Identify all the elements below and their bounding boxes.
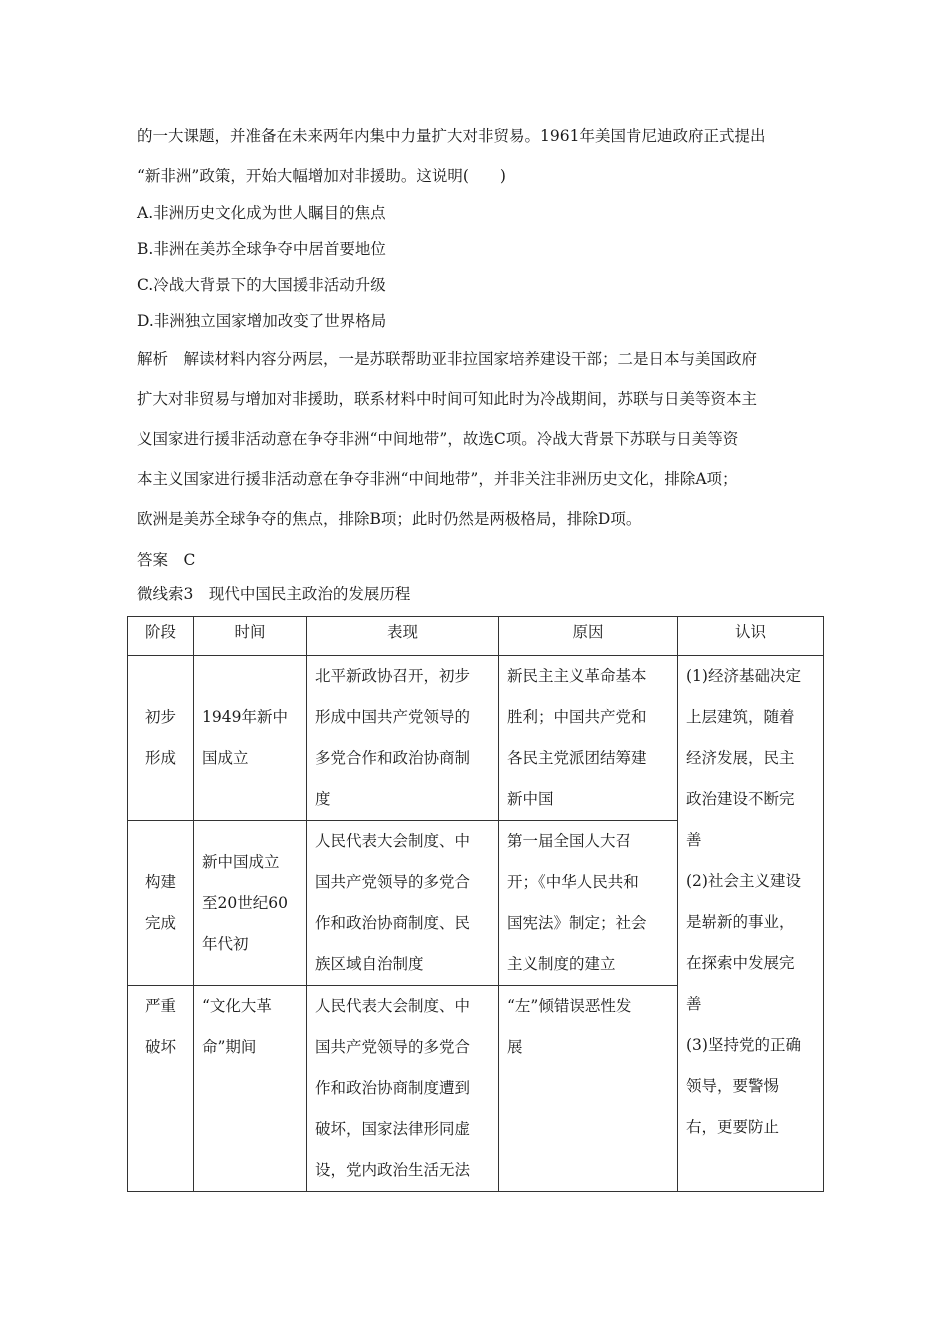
cell-line: 新中国: [507, 790, 554, 808]
stage-cell: [128, 821, 194, 986]
cell-line: 作和政治协商制度遭到: [315, 1079, 471, 1097]
cell-line: (3)坚持党的正确: [686, 1036, 801, 1054]
time-cell: [194, 821, 307, 986]
cell-line: 形成: [144, 749, 176, 767]
performance-cell: [307, 656, 499, 821]
option-a: A.非洲历史文化成为世人瞩目的焦点: [137, 204, 386, 222]
cell-line: 国共产党领导的多党合: [315, 873, 471, 891]
cell-line: 年代初: [202, 934, 249, 953]
question-line: “新非洲”政策，开始大幅增加对非援助。这说明( ): [137, 167, 506, 185]
analysis-line: 扩大对非贸易与增加对非援助，联系材料中时间可知此时为冷战期间，苏联与日美等资本主: [137, 390, 758, 408]
cell-line: 第一届全国人大召: [507, 832, 632, 850]
section-title: 微线索3 现代中国民主政治的发展历程: [137, 585, 411, 603]
cell-line: 国宪法》制定；社会: [507, 914, 647, 932]
cell-line: 主义制度的建立: [507, 955, 616, 973]
header-reason: 原因: [499, 617, 678, 656]
cell-line: 作和政治协商制度、民: [315, 914, 471, 932]
cell-line: 国共产党领导的多党合: [315, 1038, 471, 1056]
cell-line: 北平新政协召开，初步: [315, 667, 471, 685]
understanding-cell: [678, 656, 824, 1192]
performance-cell: [307, 986, 499, 1192]
option-d: D.非洲独立国家增加改变了世界格局: [137, 312, 387, 330]
question-stem: [137, 116, 817, 196]
cell-line: 经济发展，民主: [686, 749, 795, 767]
analysis-line: 解析 解读材料内容分两层，一是苏联帮助亚非拉国家培养建设干部；二是日本与美国政府: [137, 350, 758, 368]
cell-line: 设，党内政治生活无法: [315, 1161, 471, 1179]
cell-line: 开；《中华人民共和: [507, 873, 639, 891]
cell-line: 初步: [144, 708, 176, 726]
cell-line: 族区域自治制度: [315, 955, 424, 973]
answer: 答案 C: [137, 551, 196, 569]
header-stage: 阶段: [128, 617, 194, 656]
cell-line: 政治建设不断完: [686, 790, 795, 808]
analysis-line: 本主义国家进行援非活动意在争夺非洲“中间地带”，并非关注非洲历史文化，排除A项；: [137, 470, 738, 488]
cell-line: 展: [507, 1038, 523, 1056]
cell-line: 形成中国共产党领导的: [315, 708, 471, 726]
cell-line: 善: [686, 831, 702, 849]
table-header-row: [128, 617, 824, 656]
option-c: C.冷战大背景下的大国援非活动升级: [137, 276, 386, 294]
cell-line: 新中国成立: [202, 852, 280, 871]
header-time: 时间: [194, 617, 307, 656]
cell-line: 善: [686, 995, 702, 1013]
time-cell: [194, 986, 307, 1192]
question-line: 的一大课题，并准备在未来两年内集中力量扩大对非贸易。1961年美国肯尼迪政府正式提出: [137, 127, 766, 145]
cell-line: 胜利；中国共产党和: [507, 708, 647, 726]
table-row: [128, 656, 824, 821]
cell-line: 领导，要警惕: [686, 1077, 780, 1095]
cell-line: 在探索中发展完: [686, 954, 795, 972]
cell-line: 破坏: [144, 1038, 176, 1056]
analysis-line: 欧洲是美苏全球争夺的焦点，排除B项；此时仍然是两极格局，排除D项。: [137, 510, 642, 528]
cell-line: 人民代表大会制度、中: [315, 832, 471, 850]
time-cell: [194, 656, 307, 821]
cell-line: 各民主党派团结筹建: [507, 749, 647, 767]
cell-line: 上层建筑，随着: [686, 708, 795, 726]
cell-line: 完成: [144, 914, 176, 932]
cell-line: 构建: [144, 873, 176, 891]
cell-line: 破坏，国家法律形同虚: [315, 1120, 471, 1138]
cell-line: 国成立: [202, 749, 249, 767]
cell-line: 右，更要防止: [686, 1118, 780, 1136]
stage-cell: [128, 986, 194, 1192]
header-performance: 表现: [307, 617, 499, 656]
history-table: [127, 616, 824, 1192]
cell-line: 严重: [144, 997, 176, 1015]
reason-cell: [499, 656, 678, 821]
cell-line: 多党合作和政治协商制: [315, 749, 471, 767]
stage-cell: [128, 656, 194, 821]
performance-cell: [307, 821, 499, 986]
cell-line: 1949年新中: [202, 708, 288, 726]
cell-line: 度: [315, 790, 331, 808]
cell-line: “左”倾错误恶性发: [507, 997, 632, 1015]
analysis-line: 义国家进行援非活动意在争夺非洲“中间地带”，故选C项。冷战大背景下苏联与日美等资: [137, 430, 739, 448]
cell-line: (2)社会主义建设: [686, 872, 801, 890]
cell-line: 人民代表大会制度、中: [315, 997, 471, 1015]
cell-line: “文化大革: [202, 997, 272, 1015]
option-b: B.非洲在美苏全球争夺中居首要地位: [137, 240, 386, 258]
cell-line: 新民主主义革命基本: [507, 667, 647, 685]
reason-cell: [499, 986, 678, 1192]
cell-line: 至20世纪60: [202, 893, 288, 912]
header-understanding: 认识: [678, 617, 824, 656]
cell-line: 是崭新的事业，: [686, 913, 795, 931]
cell-line: (1)经济基础决定: [686, 667, 801, 685]
analysis: [137, 339, 817, 539]
cell-line: 命”期间: [202, 1038, 257, 1056]
reason-cell: [499, 821, 678, 986]
